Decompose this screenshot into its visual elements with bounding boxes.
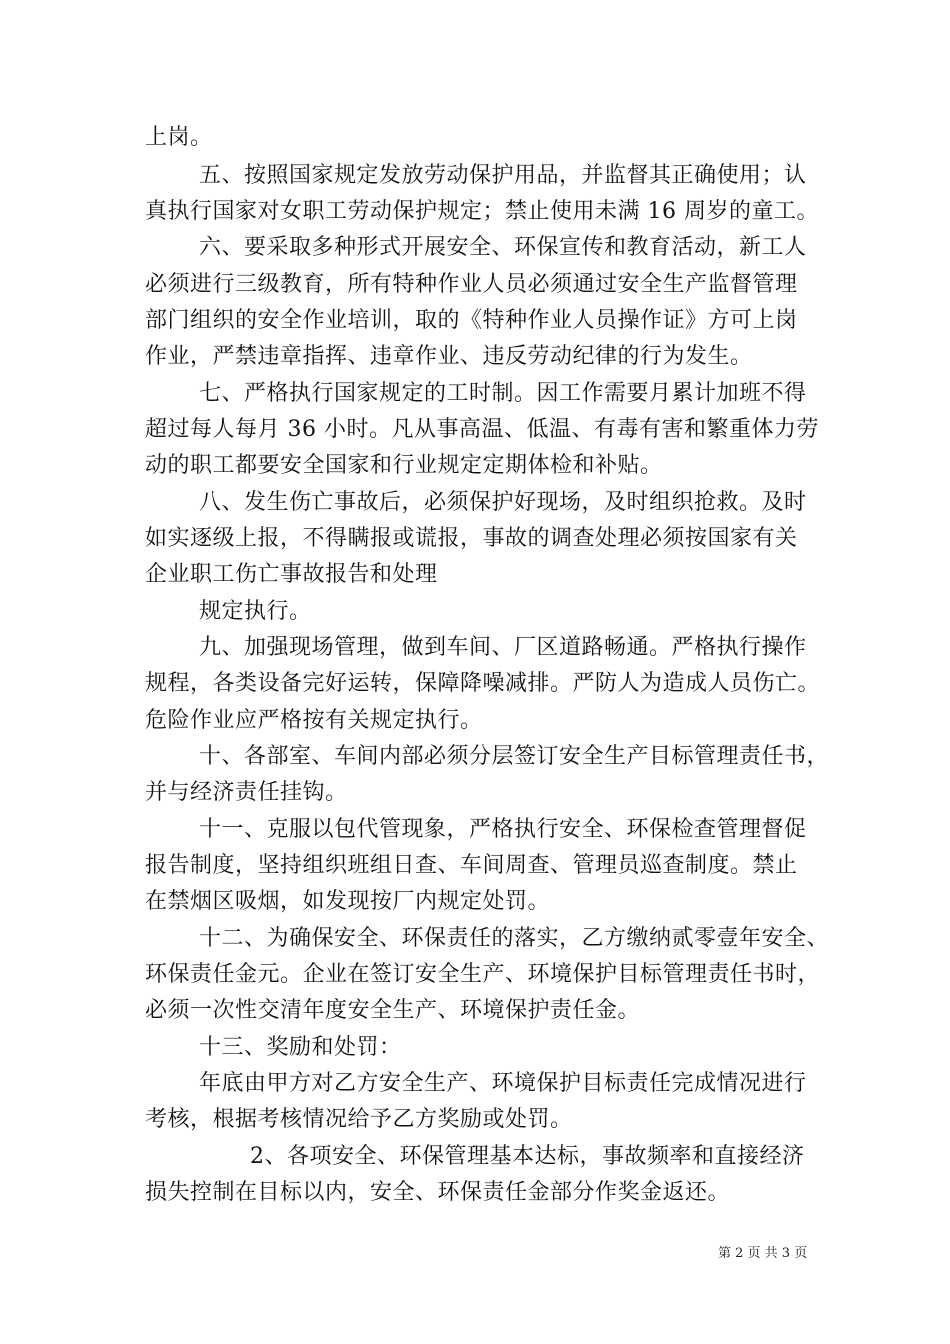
text-line: 规定执行。 (199, 599, 312, 624)
text-line: 超过每人每月 36 小时。凡从事高温、低温、有毒有害和繁重体力劳 (145, 417, 819, 442)
text-line: 九、加强现场管理，做到车间、厂区道路畅通。严格执行操作 (199, 635, 807, 660)
text-line: 上岗。 (145, 125, 213, 150)
text-line: 动的职工都要安全国家和行业规定定期体检和补贴。 (145, 453, 663, 478)
text-line: 企业职工伤亡事故报告和处理 (145, 562, 438, 587)
text-line: 五、按照国家规定发放劳动保护用品，并监督其正确使用；认 (199, 163, 807, 188)
text-line: 六、要采取多种形式开展安全、环保宣传和教育活动，新工人 (199, 235, 807, 260)
text-line: 必须进行三级教育，所有特种作业人员必须通过安全生产监督管理 (145, 272, 798, 297)
text-line: 部门组织的安全作业培训，取的《特种作业人员操作证》方可上岗 (145, 308, 798, 333)
page-number-footer: 第 2 页 共 3 页 (718, 1246, 808, 1261)
text-line: 作业，严禁违章指挥、违章作业、违反劳动纪律的行为发生。 (145, 344, 753, 369)
text-line: 2、各项安全、环保管理基本达标，事故频率和直接经济 (250, 1144, 805, 1169)
text-line: 环保责任金元。企业在签订安全生产、环境保护目标管理责任书时， (145, 962, 821, 987)
text-line: 八、发生伤亡事故后，必须保护好现场，及时组织抢救。及时 (199, 490, 807, 515)
text-line: 并与经济责任挂钩。 (145, 780, 348, 805)
text-line: 考核，根据考核情况给予乙方奖励或处罚。 (145, 1107, 573, 1132)
text-line: 真执行国家对女职工劳动保护规定；禁止使用未满 16 周岁的童工。 (145, 199, 819, 224)
text-line: 十、各部室、车间内部必须分层签订安全生产目标管理责任书， (199, 744, 830, 769)
text-line: 十二、为确保安全、环保责任的落实，乙方缴纳贰零壹年安全、 (199, 926, 830, 951)
text-line: 报告制度，坚持组织班组日查、车间周查、管理员巡查制度。禁止 (145, 853, 798, 878)
text-line: 如实逐级上报，不得瞒报或谎报，事故的调查处理必须按国家有关 (145, 526, 798, 551)
text-line: 在禁烟区吸烟，如发现按厂内规定处罚。 (145, 889, 551, 914)
text-line: 损失控制在目标以内，安全、环保责任金部分作奖金返还。 (145, 1180, 731, 1205)
text-line: 七、严格执行国家规定的工时制。因工作需要月累计加班不得 (199, 381, 807, 406)
text-line: 年底由甲方对乙方安全生产、环境保护目标责任完成情况进行 (199, 1071, 807, 1096)
section-heading: 十三、奖励和处罚： (199, 1035, 402, 1060)
text-line: 危险作业应严格按有关规定执行。 (145, 708, 483, 733)
text-line: 十一、克服以包代管现象，严格执行安全、环保检查管理督促 (199, 817, 807, 842)
text-line: 规程，各类设备完好运转，保障降噪减排。严防人为造成人员伤亡。 (145, 671, 821, 696)
text-line: 必须一次性交清年度安全生产、环境保护责任金。 (145, 998, 641, 1023)
